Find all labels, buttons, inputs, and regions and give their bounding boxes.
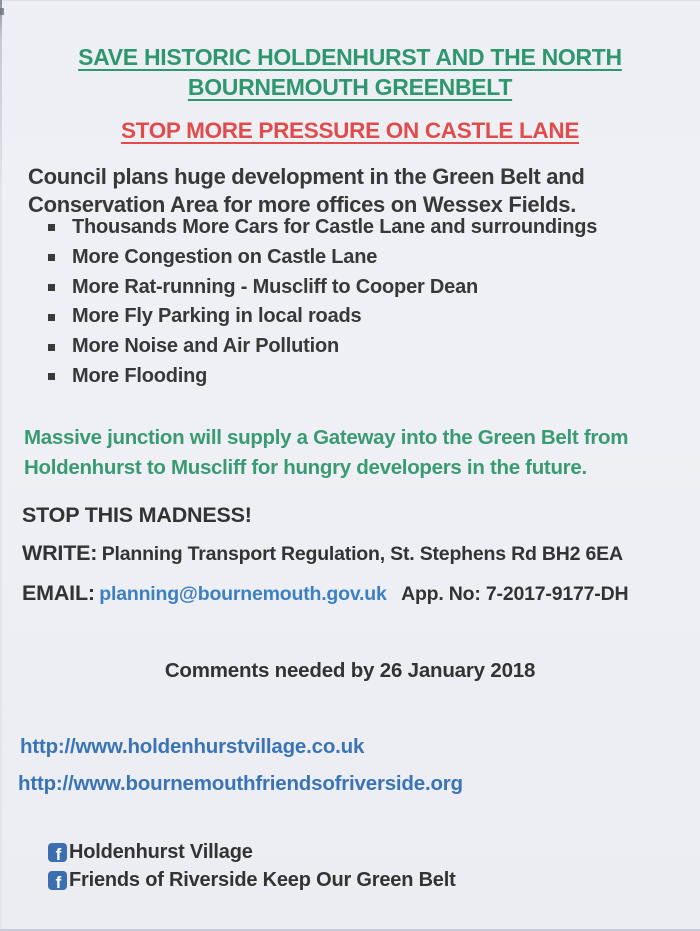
facebook-row-friends-of-riverside [48, 869, 456, 892]
write-address-row [22, 541, 623, 566]
write-address: Planning Transport Regulation, St. Stephens Rd BH2 6EA [101, 543, 623, 565]
friends-of-riverside-url: http://www.bournemouthfriendsofriverside.org [18, 772, 463, 795]
comments-deadline: Comments needed by 26 January 2018 [164, 659, 536, 682]
facebook-page-name: Friends of Riverside Keep Our Green Belt [69, 869, 456, 891]
square-bullet-icon [48, 373, 55, 380]
list-item-text: More Noise and Air Pollution [72, 335, 340, 358]
square-bullet-icon [48, 224, 55, 231]
scan-edge-top [0, 0, 700, 1]
flyer-title-line2: BOURNEMOUTH GREENBELT [187, 74, 513, 101]
flyer-title [0, 42, 700, 102]
list-item [48, 213, 690, 243]
warning-paragraph: Massive junction will supply a Gateway into the Green Belt from Holdenhurst to Muscliff for hungry developers in the future. [24, 425, 629, 479]
holdenhurst-village-url: http://www.holdenhurstvillage.co.uk [20, 735, 365, 758]
facebook-icon: f [48, 843, 67, 862]
facebook-icon: f [48, 871, 67, 890]
list-item-text: More Rat-running - Muscliff to Cooper Dean [72, 275, 479, 298]
flyer-title-line1: SAVE HISTORIC HOLDENHURST AND THE NORTH [78, 44, 622, 71]
square-bullet-icon [48, 284, 55, 291]
facebook-row-holdenhurst [48, 841, 253, 864]
email-label: EMAIL: [22, 581, 95, 605]
list-item-text: More Fly Parking in local roads [72, 305, 362, 328]
list-item [48, 332, 690, 362]
list-item-text: More Flooding [72, 364, 208, 387]
stop-madness-headline: STOP THIS MADNESS! [22, 503, 252, 527]
write-label: WRITE: [22, 541, 98, 565]
email-address: planning@bournemouth.gov.uk [99, 583, 387, 605]
flyer-subtitle: STOP MORE PRESSURE ON CASTLE LANE [120, 117, 580, 143]
intro-paragraph: Council plans huge development in the Green Belt and Conservation Area for more offices on Wessex Fields. [28, 164, 585, 217]
concerns-list [48, 213, 690, 392]
square-bullet-icon [48, 314, 55, 321]
list-item [48, 302, 690, 332]
facebook-page-name: Holdenhurst Village [69, 841, 253, 863]
list-item-text: More Congestion on Castle Lane [72, 245, 378, 268]
email-row [22, 581, 628, 606]
list-item [48, 273, 690, 303]
list-item-text: Thousands More Cars for Castle Lane and surroundings [72, 216, 598, 238]
application-number: App. No: 7-2017-9177-DH [401, 583, 629, 605]
square-bullet-icon [48, 344, 55, 351]
square-bullet-icon [48, 254, 55, 261]
scan-speck [0, 8, 4, 15]
list-item [48, 243, 690, 273]
list-item [48, 362, 690, 392]
